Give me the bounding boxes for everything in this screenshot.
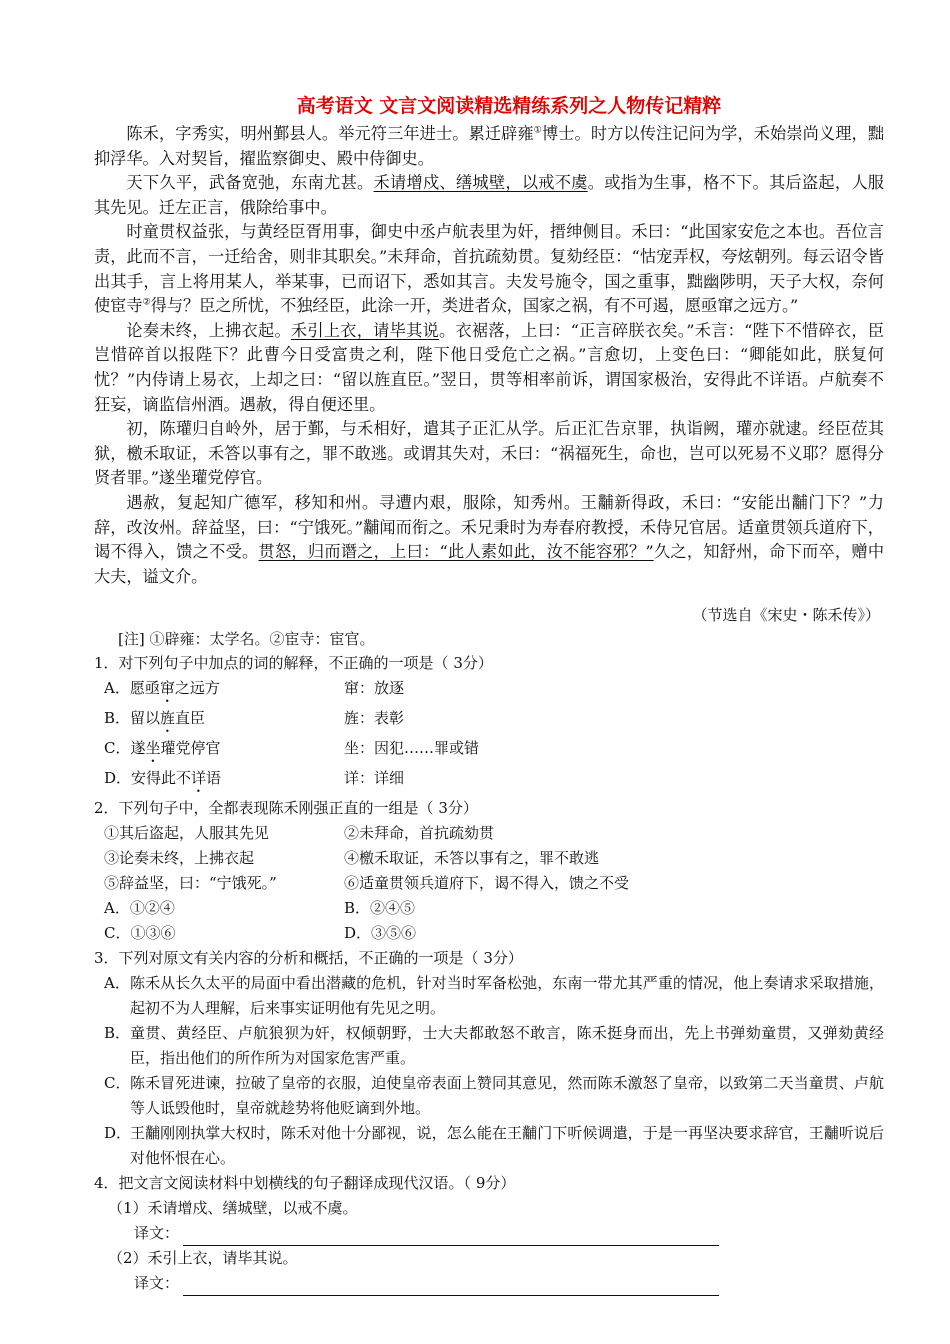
question-1-option-a: A．愿亟窜之远方 窜：放逐 xyxy=(104,679,405,698)
question-2-choices-row: A．①②④ B．②④⑤ xyxy=(104,899,416,918)
question-2-items-row: ①其后盗起，人服其先见 ②未拜命，首抗疏劾贯 xyxy=(104,824,495,843)
passage-notes: [注] ①辟雍：太学名。②宦寺：宦官。 xyxy=(118,630,375,649)
question-4 xyxy=(94,1171,884,1296)
question-1-stem: 1．对下列句子中加点的词的解释，不正确的一项是（ 3分） xyxy=(94,654,493,673)
question-1-option-d: D．安得此不详语 详：详细 xyxy=(104,769,405,788)
question-2-stem: 2．下列句子中，全都表现陈禾刚强正直的一组是（ 3分） xyxy=(94,799,478,818)
passage-paragraph-4: 论奏未终，上拂衣起。禾引上衣，请毕其说。衣裾落，上曰：“正言碎朕衣矣。”禾言：“陛下不惜碎衣，臣岂惜碎首以报陛下？此曹今日受富贵之利，陛下他日受危亡之祸。”言愈切，上变色曰：“卿能如此，朕复何忧？”内侍请上易衣，上却之曰：“留以旌直臣。”翌日，贯等相率前诉，谓国家极治，安得此不详语。卢航奏不狂妄，谪监信州酒。遇赦，得自便还里。 xyxy=(94,320,885,414)
underlined-sentence-3: 贯怒，归而谮之，上曰：“此人素如此，汝不能容邪？” xyxy=(258,542,654,562)
question-4-sentence-2: （2）禾引上衣，请毕其说。 xyxy=(108,1249,298,1268)
question-2-items-row: ③论奏未终，上拂衣起 ④檄禾取证，禾答以事有之，罪不敢逃 xyxy=(104,849,600,868)
question-4-sentence-1: （1）禾请增戍、缮城壁，以戒不虞。 xyxy=(108,1199,358,1218)
passage-paragraph-3: 时童贯权益张，与黄经臣胥用事，御史中丞卢航表里为奸，搢绅侧目。禾曰：“此国家安危之本也。吾位言责，此而不言，一迁给舍，则非其职矣。”未拜命，首抗疏劾贯。复劾经臣：“怙宠弄权，夸炫朝列。每云诏令皆出其手，言上将用某人，举某事，已而诏下，悉如其言。夫发号施令，国之重事，黜幽陟明，天子大权，奈何使宦寺②得与？臣之所忧，不独经臣，此涂一开，类进者众，国家之祸，有不可遏，愿亟窜之远方。” xyxy=(94,222,884,316)
passage-paragraph-6: 遇赦，复起知广德军，移知和州。寻遭内艰，服除，知秀州。王黼新得政，禾曰：“安能出黼门下？”力辞，改汝州。辞益坚，曰：“宁饿死。”黼闻而衔之。禾兄秉时为寿春府教授，禾侍兄官居。适童贯领兵道府下，谒不得入，馈之不受。贯怒，归而谮之，上曰：“此人素如此，汝不能容邪？”久之，知舒州，命下而卒，赠中大夫，谥文介。 xyxy=(94,492,885,586)
question-1-option-b: B．留以旌直臣 旌：表彰 xyxy=(104,709,405,728)
question-1 xyxy=(94,651,884,796)
answer-line[interactable] xyxy=(183,1227,719,1246)
answer-line[interactable] xyxy=(183,1277,719,1296)
question-3 xyxy=(94,946,884,1171)
question-3-option-d: D． 王黼刚刚执掌大权时，陈禾对他十分鄙视，说，怎么能在王黼门下听候调遣，于是一再坚决要求辞官，王黼听说后对他怀恨在心。 xyxy=(104,1124,884,1168)
passage-paragraph-5: 初，陈瓘归自岭外，居于鄞，与禾相好，遣其子正汇从学。后正汇告京罪，执诣阙，瓘亦就逮。经臣莅其狱，檄禾取证，禾答以事有之，罪不敢逃。或谓其失对，禾曰：“祸福死生，命也，岂可以死易不义耶？愿得分贤者罪。”遂坐瓘党停官。 xyxy=(94,419,884,488)
question-3-option-b: B． 童贯、黄经臣、卢航狼狈为奸，权倾朝野，士大夫都敢怒不敢言，陈禾挺身而出，先上书弹劾童贯，又弹劾黄经臣，指出他们的所作所为对国家危害严重。 xyxy=(104,1024,884,1068)
document-page xyxy=(94,92,884,1296)
underlined-sentence-2: 禾引上衣，请毕其说 xyxy=(290,320,439,340)
question-2 xyxy=(94,796,884,946)
translation-answer-2[interactable]: 译文： xyxy=(134,1271,884,1296)
question-4-stem: 4．把文言文阅读材料中划横线的句子翻译成现代汉语。（ 9分） xyxy=(94,1174,516,1193)
question-3-option-c: C． 陈禾冒死进谏，拉破了皇帝的衣服，迫使皇帝表面上赞同其意见，然而陈禾激怒了皇帝，以致第二天当童贯、卢航等人诋毁他时，皇帝就趁势将他贬谪到外地。 xyxy=(104,1074,884,1118)
question-1-option-c: C．遂坐瓘党停官 坐：因犯……罪或错 xyxy=(104,739,480,758)
passage-paragraph-1: 陈禾，字秀实，明州鄞县人。举元符三年进士。累迁辟雍①博士。时方以传注记问为学，禾始崇尚义理，黜抑浮华。入对契旨，擢监察御史、殿中侍御史。 xyxy=(94,124,885,168)
passage-source: （节选自《宋史・陈禾传》） xyxy=(692,606,880,625)
question-2-choices-row: C．①③⑥ D．③⑤⑥ xyxy=(104,924,417,943)
document-title: 高考语文 文言文阅读精选精练系列之人物传记精粹 xyxy=(296,95,722,117)
passage-paragraph-2: 天下久平，武备宽弛，东南尤甚。禾请增戍、缮城壁，以戒不虞。或指为生事，格不下。其后盗起，人服其先见。迁左正言，俄除给事中。 xyxy=(94,173,884,217)
question-3-stem: 3．下列对原文有关内容的分析和概括，不正确的一项是（ 3分） xyxy=(94,949,523,968)
translation-answer-1[interactable]: 译文： xyxy=(134,1221,884,1246)
question-3-option-a: A． 陈禾从长久太平的局面中看出潜藏的危机，针对当时军备松弛，东南一带尤其严重的情况，他上奏请求采取措施，起初不为人理解，后来事实证明他有先见之明。 xyxy=(104,974,884,1018)
question-2-items-row: ⑤辞益坚，曰：“宁饿死。” ⑥适童贯领兵道府下，谒不得入，馈之不受 xyxy=(104,874,630,893)
underlined-sentence-1: 禾请增戍、缮城壁，以戒不虞 xyxy=(373,173,588,193)
